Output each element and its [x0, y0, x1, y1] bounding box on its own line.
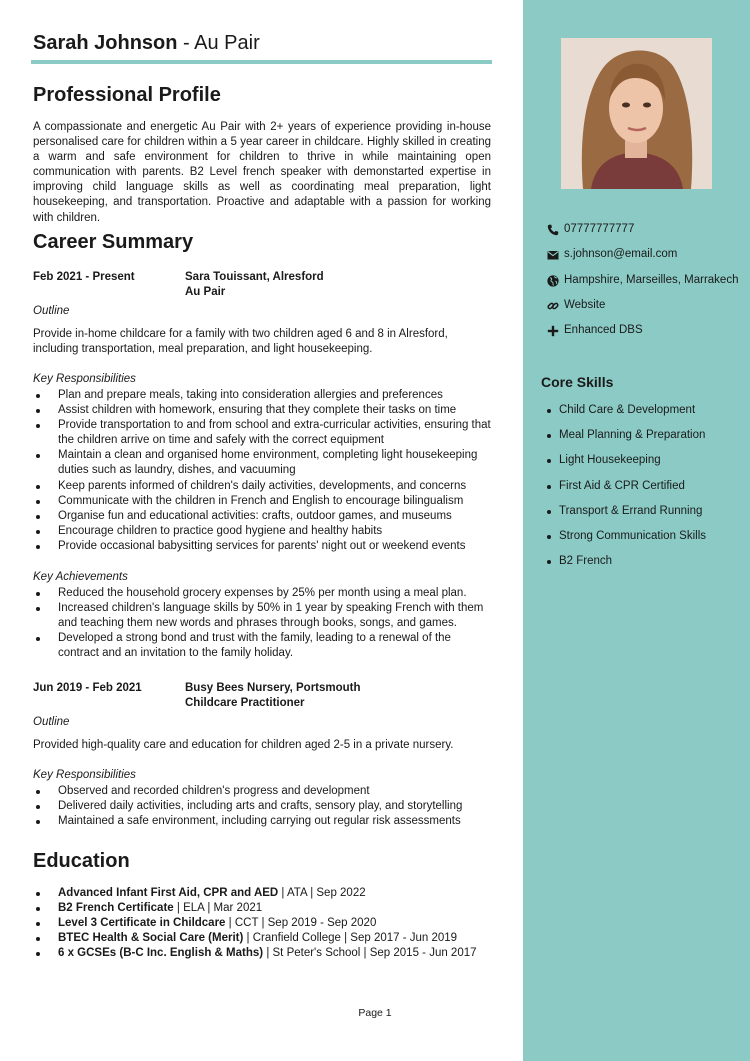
qualification: Advanced Infant First Aid, CPR and AED	[58, 887, 279, 899]
list-item: Assist children with homework, ensuring that they complete their tasks on time	[33, 403, 493, 418]
qualification: BTEC Health & Social Care (Merit)	[58, 932, 244, 945]
header-divider	[31, 60, 492, 64]
profile-heading: Professional Profile	[33, 84, 221, 106]
skills-heading: Core Skills	[541, 374, 614, 390]
skill-item: Child Care & Development	[541, 403, 706, 428]
candidate-name: Sarah Johnson	[33, 32, 178, 54]
job-1-achievements-label: Key Achievements	[33, 571, 128, 583]
skill-item: Strong Communication Skills	[541, 529, 706, 554]
education-heading: Education	[33, 850, 130, 872]
qualification-details: | St Peter's School | Sep 2015 - Jun 2017	[263, 947, 477, 960]
education-list	[33, 886, 493, 961]
list-item: Maintain a clean and organised home environment, completing light housekeeping duties such as laundry, dishes, and vacuuming	[33, 448, 493, 478]
qualification-details: | Cranfield College | Sep 2017 - Jun 2019	[243, 932, 458, 945]
link-icon	[547, 300, 559, 312]
contact-phone	[547, 222, 634, 237]
list-item: Communicate with the children in French and English to encourage bilingualism	[33, 494, 493, 509]
globe-icon	[547, 275, 559, 287]
list-item: Provide occasional babysitting services for parents' night out or weekend events	[33, 539, 493, 554]
profile-photo	[561, 38, 712, 189]
name-separator: -	[177, 32, 195, 54]
qualification-details: | CCT | Sep 2019 - Sep 2020	[225, 917, 377, 930]
job-2-role: Childcare Practitioner	[185, 697, 305, 709]
list-item: Organise fun and educational activities: crafts, outdoor games, and museums	[33, 509, 493, 524]
plus-icon	[547, 325, 559, 337]
job-1-outline-label: Outline	[33, 305, 70, 317]
qualification-details: | ELA | Mar 2021	[173, 902, 263, 915]
list-item: Provide transportation to and from school and extra-curricular activities, ensuring that the children arrive on time and safely with the correct equipment	[33, 418, 493, 448]
portrait-image	[561, 38, 712, 189]
qualification-details: | ATA | Sep 2022	[278, 887, 366, 899]
page-number: Page 1	[358, 1007, 392, 1019]
phone-icon	[547, 224, 559, 236]
job-2-outline-label: Outline	[33, 716, 70, 728]
phone-number: 07777777777	[564, 223, 635, 235]
qualification: Level 3 Certificate in Childcare	[58, 917, 226, 930]
qualification: B2 French Certificate	[58, 902, 174, 915]
education-item	[33, 931, 493, 946]
career-heading: Career Summary	[33, 231, 194, 253]
list-item: Reduced the household grocery expenses by 25% per month using a meal plan.	[33, 586, 493, 601]
list-item: Encourage children to practice good hygiene and healthy habits	[33, 524, 493, 539]
list-item: Observed and recorded children's progress and development	[33, 784, 493, 799]
contact-dbs	[547, 323, 643, 338]
dbs-text: Enhanced DBS	[564, 324, 643, 336]
skill-item: Light Housekeeping	[541, 453, 706, 478]
job-1-employer: Sara Touissant, Alresford	[185, 271, 324, 283]
skill-item: B2 French	[541, 554, 706, 579]
skills-list	[541, 403, 706, 579]
job-2-responsibilities	[33, 784, 493, 829]
candidate-title: Au Pair	[194, 32, 260, 54]
education-item	[33, 916, 493, 931]
education-item	[33, 946, 493, 961]
website-link[interactable]: Website	[564, 299, 606, 311]
education-item	[33, 886, 493, 901]
list-item: Increased children's language skills by 50% in 1 year by speaking French with them and teaching them new words and phrases through books, songs, and games.	[33, 601, 493, 631]
list-item: Keep parents informed of children's daily activities, developments, and concerns	[33, 479, 493, 494]
job-1-role: Au Pair	[185, 286, 226, 298]
location-text: Hampshire, Marseilles, Marrakech	[564, 274, 739, 286]
list-item: Developed a strong bond and trust with the family, leading to a renewal of the contract and an invitation to the family holiday.	[33, 631, 493, 661]
list-item: Plan and prepare meals, taking into consideration allergies and preferences	[33, 388, 493, 403]
job-1-responsibilities-label: Key Responsibilities	[33, 373, 136, 385]
profile-text: A compassionate and energetic Au Pair with 2+ years of experience providing in-house personalised care for children within a 5 year career in childcare. Highly skilled in creating a warm and safe environment for children to thrive in while maintaining open communication with parents. B2 Level french speaker with demonstarted expertise in improving child language skills as well as coordinating meal preparation, light housekeeping, and transportation. Proactive and adaptable with a passion for working with children.	[33, 121, 491, 224]
name-header	[33, 31, 260, 55]
list-item: Delivered daily activities, including arts and crafts, sensory play, and storytelling	[33, 799, 493, 814]
list-item: Maintained a safe environment, including carrying out regular risk assessments	[33, 814, 493, 829]
job-1-achievements	[33, 586, 493, 661]
job-1-outline: Provide in-home childcare for a family with two children aged 6 and 8 in Alresford, including transportation, meal preparation, and light housekeeping.	[33, 328, 448, 356]
education-item	[33, 901, 493, 916]
contact-email	[547, 247, 677, 262]
skill-item: First Aid & CPR Certified	[541, 479, 706, 504]
job-1-responsibilities	[33, 388, 493, 554]
envelope-icon	[547, 249, 559, 261]
job-2-responsibilities-label: Key Responsibilities	[33, 769, 136, 781]
job-1-dates: Feb 2021 - Present	[33, 271, 135, 283]
contact-location	[547, 273, 738, 288]
qualification: 6 x GCSEs (B-C Inc. English & Maths)	[58, 947, 264, 960]
job-2-employer: Busy Bees Nursery, Portsmouth	[185, 682, 361, 694]
skill-item: Meal Planning & Preparation	[541, 428, 706, 453]
job-2-outline: Provided high-quality care and education for children aged 2-5 in a private nursery.	[33, 739, 454, 751]
skill-item: Transport & Errand Running	[541, 504, 706, 529]
email-address: s.johnson@email.com	[564, 248, 678, 260]
contact-website[interactable]	[547, 298, 605, 313]
job-2-dates: Jun 2019 - Feb 2021	[33, 682, 142, 694]
